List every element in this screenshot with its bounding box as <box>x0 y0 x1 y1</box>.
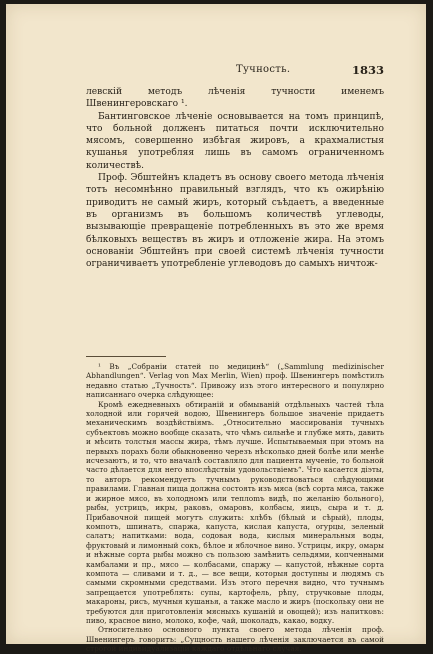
footnote-paragraph: Кромѣ ежедневныхъ обтираній и обмываній отдѣльныхъ частей тѣла холодной или горячей водою, Швенингеръ большое значеніе придаетъ механическимъ воздѣйствіямъ. „Относительно массированія тучныхъ субъектовъ можно вообще сказать, что чѣмъ сильнѣе и глубже мять, давить и мѣсить толстыя массы жира, тѣмъ лучше. Испытываемыя при этомъ на первыхъ порахъ боли обыкновенно черезъ нѣсколько дней болѣе или менѣе исчезаютъ, и то, что вначалѣ составляло для пациента мученіе, то больной часто дѣлается для него впослѣдствіи удовольствіемъ“. Что касается діэты, то авторъ рекомендуетъ тучнымъ руководствоваться слѣдующими правилами. Главная пища должна состоять изъ мяса (всѣ сорта мяса, также и жирное мясо, въ холодномъ или теплomъ видѣ, по желанію больного), рыбы, устрицъ, икры, раковъ, омаровъ, колбасы, яицъ, сыра и т. д. Прибавочной пищей могутъ служить: хлѣбъ (бѣлый и сѣрый), плоды, компотъ, шпинатъ, спаржа, капуста, кислая капуста, огурцы, зеленый салатъ; напитками: вода, содовая вода, кислыя минеральныя воды, фруктовый и лимонный сокъ, бѣлое и яблочное вино. Устрицы, икру, омары и нѣжные сорта рыбы можно съ пользою замѣнить сельдями, копченными камбалами и пр., мясо — колбасами, спаржу — капустой, нѣжные сорта компота — сливами и т. д., — все вещи, которыя доступны и людямъ съ самыми скромными средствами. Изъ этого перечня видно, что тучнымъ запрещается употреблять: супы, картофель, рѣпу, стручковые плоды, макароны, рисъ, мучныя кушанья, а также масло и жиръ (поскольку они не требуются для приготовленія мясныхъ кушаній и овощей); изъ напитковъ: пиво, красное вино, молоко, кофе, чай, шоколадъ, какао, водку. <box>86 399 384 625</box>
page-number: 1833 <box>351 63 384 77</box>
main-paragraph: Проф. Эбштейнъ кладетъ въ основу своего метода лѣченія тотъ несомнѣнно правильный взглядъ, что къ ожирѣнію приводитъ не самый жиръ, который съѣдаетъ, а введенные въ организмъ въ большомъ количествѣ углеводы, вызывающіе превращеніе потребленныхъ въ это же время бѣлковыхъ веществъ въ жиръ и отложеніе жира. На этомъ основаніи Эбштейнъ при своей системѣ лѣченія тучности ограничиваетъ употребленіе углеводовъ до самыхъ ничтож- <box>86 173 384 270</box>
main-paragraph: левскій методъ лѣченія тучности именемъ Швенингеровскаго ¹. <box>86 87 384 110</box>
footnote-paragraph: Относительно основного пункта своего метода лѣченія проф. Швенингеръ говоритъ: „Сущность нашего лѣченія заключается въ самой строгой индивидуализаціи каждаго отдѣльнаго случая. <box>86 625 384 654</box>
page-header <box>86 64 384 78</box>
main-text <box>86 86 384 270</box>
footnote-rule <box>86 356 166 357</box>
main-paragraph: Бантинговское лѣченіе основывается на томъ принципѣ, что больной долженъ питаться почти исключительно мясомъ, совершенно избѣгая жировъ, а крахмалистыя кушанья употребляя лишь въ самомъ ограниченномъ количествѣ. <box>86 111 384 171</box>
book-page <box>6 4 426 654</box>
footnote-paragraph: ¹ Въ „Собраніи статей по медицинѣ“ („Sammlung medizinischer Abhandlungen“. Verlag von Max Merlin, Wien) проф. Швенингеръ помѣстилъ недавно статью „Тучность“. Привожу изъ этого интересного и популярно написаннаго очерка слѣдующее: <box>86 362 384 400</box>
footnote-text <box>86 362 384 654</box>
running-title: Тучность. <box>236 64 291 75</box>
